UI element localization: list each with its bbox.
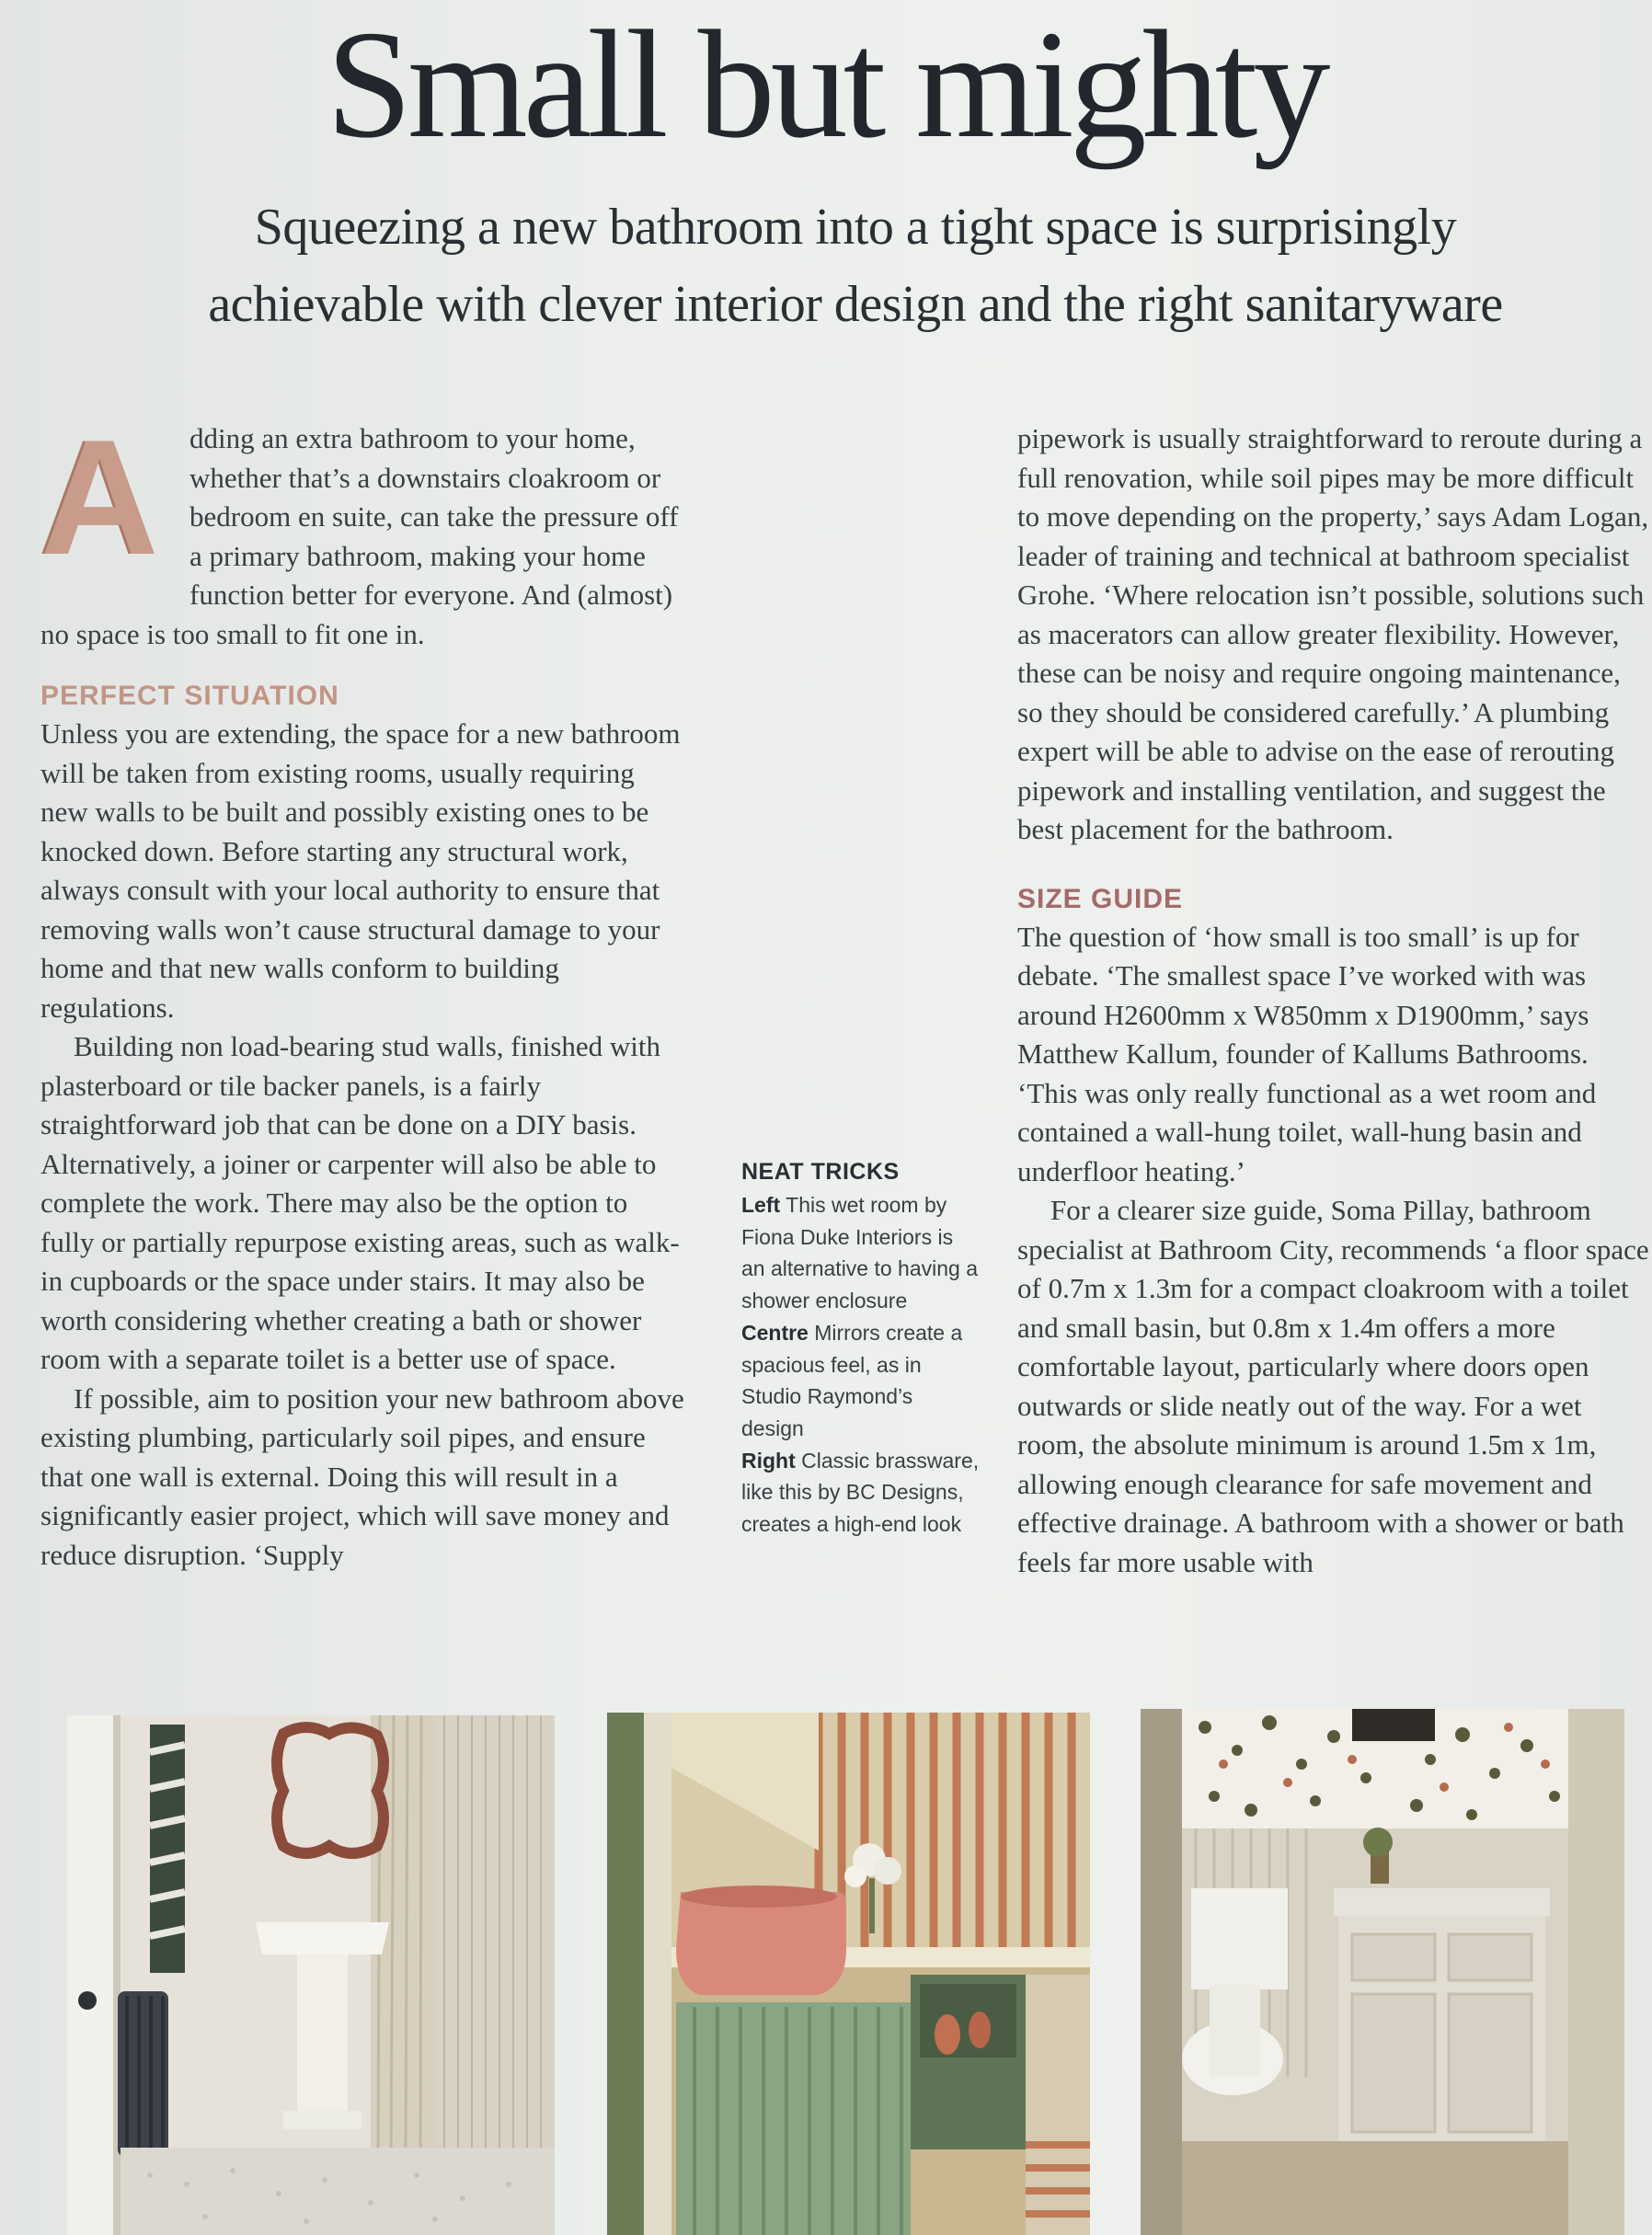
photo-cloakroom — [1141, 1709, 1624, 2235]
caption-item — [741, 1189, 981, 1317]
article-column-left — [40, 406, 684, 1575]
article-column-right — [1017, 419, 1652, 1582]
standfirst-line: achievable with clever interior design and the right sanitaryware — [208, 276, 1503, 333]
caption-text: Mirrors create a spacious feel, as in Studio Raymond’s design — [741, 1320, 963, 1440]
standfirst — [55, 189, 1652, 343]
intro-line: dding an extra bathroom to your home, — [189, 422, 636, 454]
caption-heading: NEAT TRICKS — [741, 1159, 900, 1185]
photo-caption — [741, 1154, 981, 1541]
intro-line: or bedroom en suite, can take the — [189, 461, 661, 533]
body-paragraph: If possible, aim to position your new bathroom above existing plumbing, particularly soil pipes, and ensure that one wall is external. Doing this will result in a significantly easier project, which will save money and reduce disruption. ‘Supply — [40, 1381, 684, 1571]
drop-cap: A — [40, 406, 159, 589]
intro-line: pressure off a primary bathroom, — [189, 500, 679, 572]
body-paragraph: pipework is usually straightforward to reroute during a full renovation, while soil pipes may be more difficult to move depending on the property,’ says Adam Logan, leader of training and technical at bathroom specialist Grohe. ‘Where relocation isn’t possible, solutions such as macerators can allow greater flexibility. However, these can be noisy and require ongoing maintenance, so they should be considered carefully.’ A plumbing expert will be able to advise on the ease of rerouting pipework and installing ventilation, and suggest the best placement for the bathroom. — [1017, 422, 1649, 845]
caption-item — [741, 1445, 981, 1541]
intro-tail: making your home function better for everyone. And (almost) no space is too small to fit one in. — [40, 539, 673, 650]
photo-wet-room — [67, 1715, 555, 2235]
body-paragraph: For a clearer size guide, Soma Pillay, bathroom specialist at Bathroom City, recommends ‘a floor space of 0.7m x 1.3m for a compact cloakroom with a toilet and small basin, but 0.8m x 1.4m offers a more comfortable layout, particularly where doors open outwards or slide neatly out of the way. For a wet room, the absolute minimum is around 1.5m x 1m, allowing enough clearance for safe movement and effective drainage. A bathroom with a shower or bath feels far more usable with — [1017, 1194, 1649, 1578]
body-paragraph: Building non load-bearing stud walls, finished with plasterboard or tile backer panels, is a fairly straightforward job that can be done on a DIY basis. Alternatively, a joiner or carpenter will also be able to complete the work. There may also be the option to fully or partially repurpose existing areas, such as walk-in cupboards or the space under stairs. It may also be worth considering whether creating a bath or shower room with a separate toilet is a better use of space. — [40, 1030, 680, 1375]
caption-label: Right — [741, 1448, 796, 1473]
section-heading-perfect-situation: PERFECT SITUATION — [40, 681, 339, 711]
caption-label: Centre — [741, 1320, 809, 1345]
intro-line: whether that’s a downstairs cloakroom — [189, 461, 637, 494]
caption-text: This wet room by Fiona Duke Interiors is an alternative to having a shower enclosure — [741, 1193, 979, 1313]
page-title: Small but mighty — [326, 0, 1326, 170]
caption-item — [741, 1317, 981, 1445]
photo-pink-basin — [607, 1713, 1090, 2235]
standfirst-line: Squeezing a new bathroom into a tight space is surprisingly — [254, 199, 1457, 256]
body-paragraph: Unless you are extending, the space for a new bathroom will be taken from existing rooms, usually requiring new walls to be built and possibly existing ones to be knocked down. Before starting any structural work, always consult with your local authority to ensure that removing walls won’t cause structural damage to your home and that new walls conform to building regulations. — [40, 717, 681, 1024]
section-heading-size-guide: SIZE GUIDE — [1017, 883, 1184, 914]
caption-text: Classic brassware, like this by BC Designs, creates a high-end look — [741, 1448, 980, 1537]
caption-label: Left — [741, 1193, 781, 1217]
body-paragraph: The question of ‘how small is too small’ is up for debate. ‘The smallest space I’ve worked with was around H2600mm x W850mm x D1900mm,’ says Matthew Kallum, founder of Kallums Bathrooms. ‘This was only really functional as a wet room and contained a wall-hung toilet, wall-hung basin and underfloor heating.’ — [1017, 920, 1597, 1187]
